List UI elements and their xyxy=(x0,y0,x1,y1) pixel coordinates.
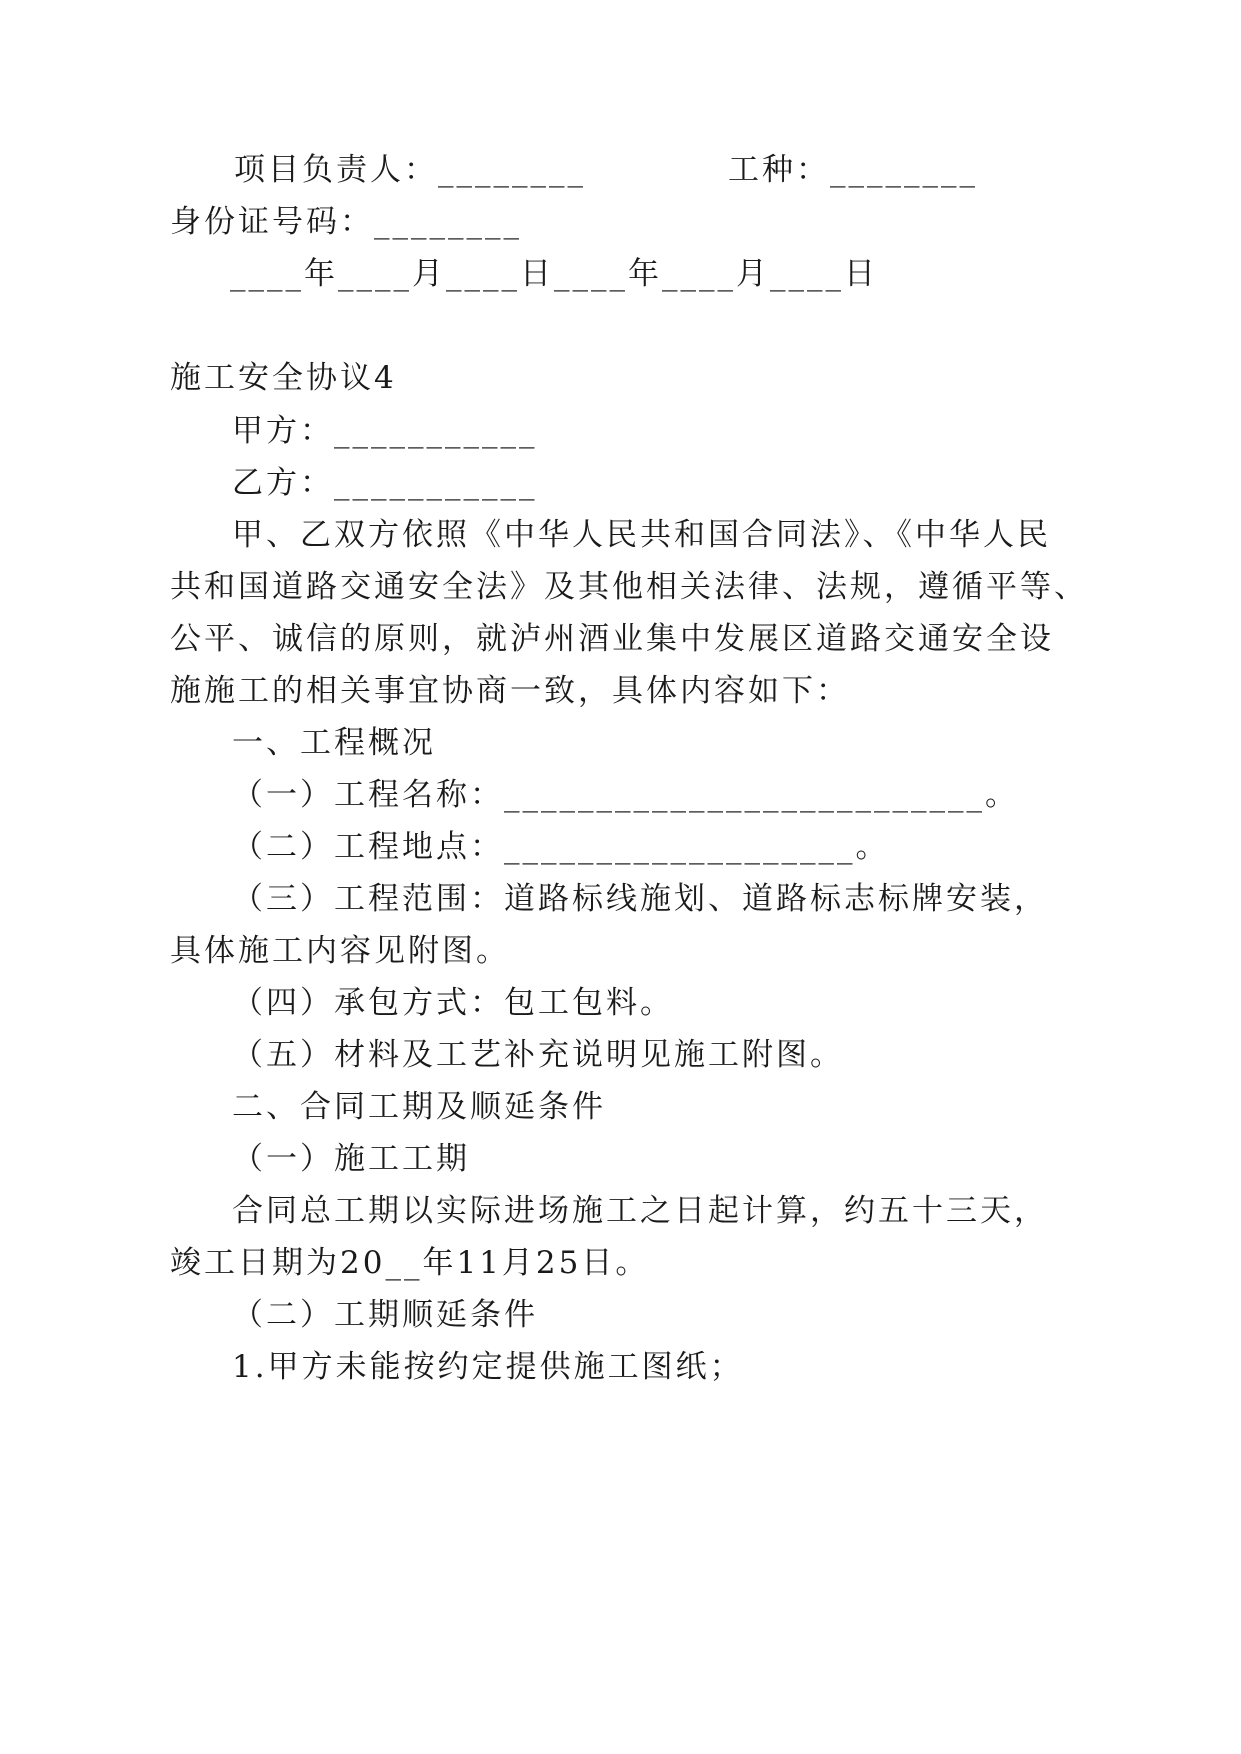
section1-item4: （四）承包方式：包工包料。 xyxy=(232,985,674,1021)
intro-line-3: 公平、诚信的原则，就泸州酒业集中发展区道路交通安全设 xyxy=(170,621,1054,657)
intro-line-1: 甲、乙双方依照《中华人民共和国合同法》、《中华人民 xyxy=(232,517,1051,553)
id-number-field: 身份证号码：________ xyxy=(170,204,522,240)
date-range-field: ____年____月____日____年____月____日 xyxy=(230,256,878,292)
section2-sub1-text-line2: 竣工日期为20__年11月25日。 xyxy=(170,1245,650,1281)
section1-item1: （一）工程名称：__________________________。 xyxy=(232,777,1019,813)
section1-item5: （五）材料及工艺补充说明见施工附图。 xyxy=(232,1037,844,1073)
section2-sub1-text-line1: 合同总工期以实际进场施工之日起计算，约五十三天， xyxy=(232,1193,1048,1229)
party-a-field: 甲方：___________ xyxy=(232,413,538,449)
section2-sub2-heading: （二）工期顺延条件 xyxy=(232,1297,538,1333)
intro-line-4: 施施工的相关事宜协商一致，具体内容如下： xyxy=(170,673,850,709)
job-type-field: 工种：________ xyxy=(728,152,978,188)
project-leader-field: 项目负责人：________ xyxy=(234,152,586,188)
section1-heading: 一、工程概况 xyxy=(232,725,436,761)
section2-heading: 二、合同工期及顺延条件 xyxy=(232,1089,606,1125)
agreement-title: 施工安全协议4 xyxy=(170,360,397,396)
section1-item3-line2: 具体施工内容见附图。 xyxy=(170,933,510,969)
section1-item3-line1: （三）工程范围：道路标线施划、道路标志标牌安装， xyxy=(232,881,1048,917)
section1-item2: （二）工程地点：___________________。 xyxy=(232,829,890,865)
section2-sub1-heading: （一）施工工期 xyxy=(232,1141,470,1177)
intro-line-2: 共和国道路交通安全法》及其他相关法律、法规，遵循平等、 xyxy=(170,569,1088,605)
section2-condition1: 1.甲方未能按约定提供施工图纸； xyxy=(232,1349,744,1385)
party-b-field: 乙方：___________ xyxy=(232,465,538,501)
